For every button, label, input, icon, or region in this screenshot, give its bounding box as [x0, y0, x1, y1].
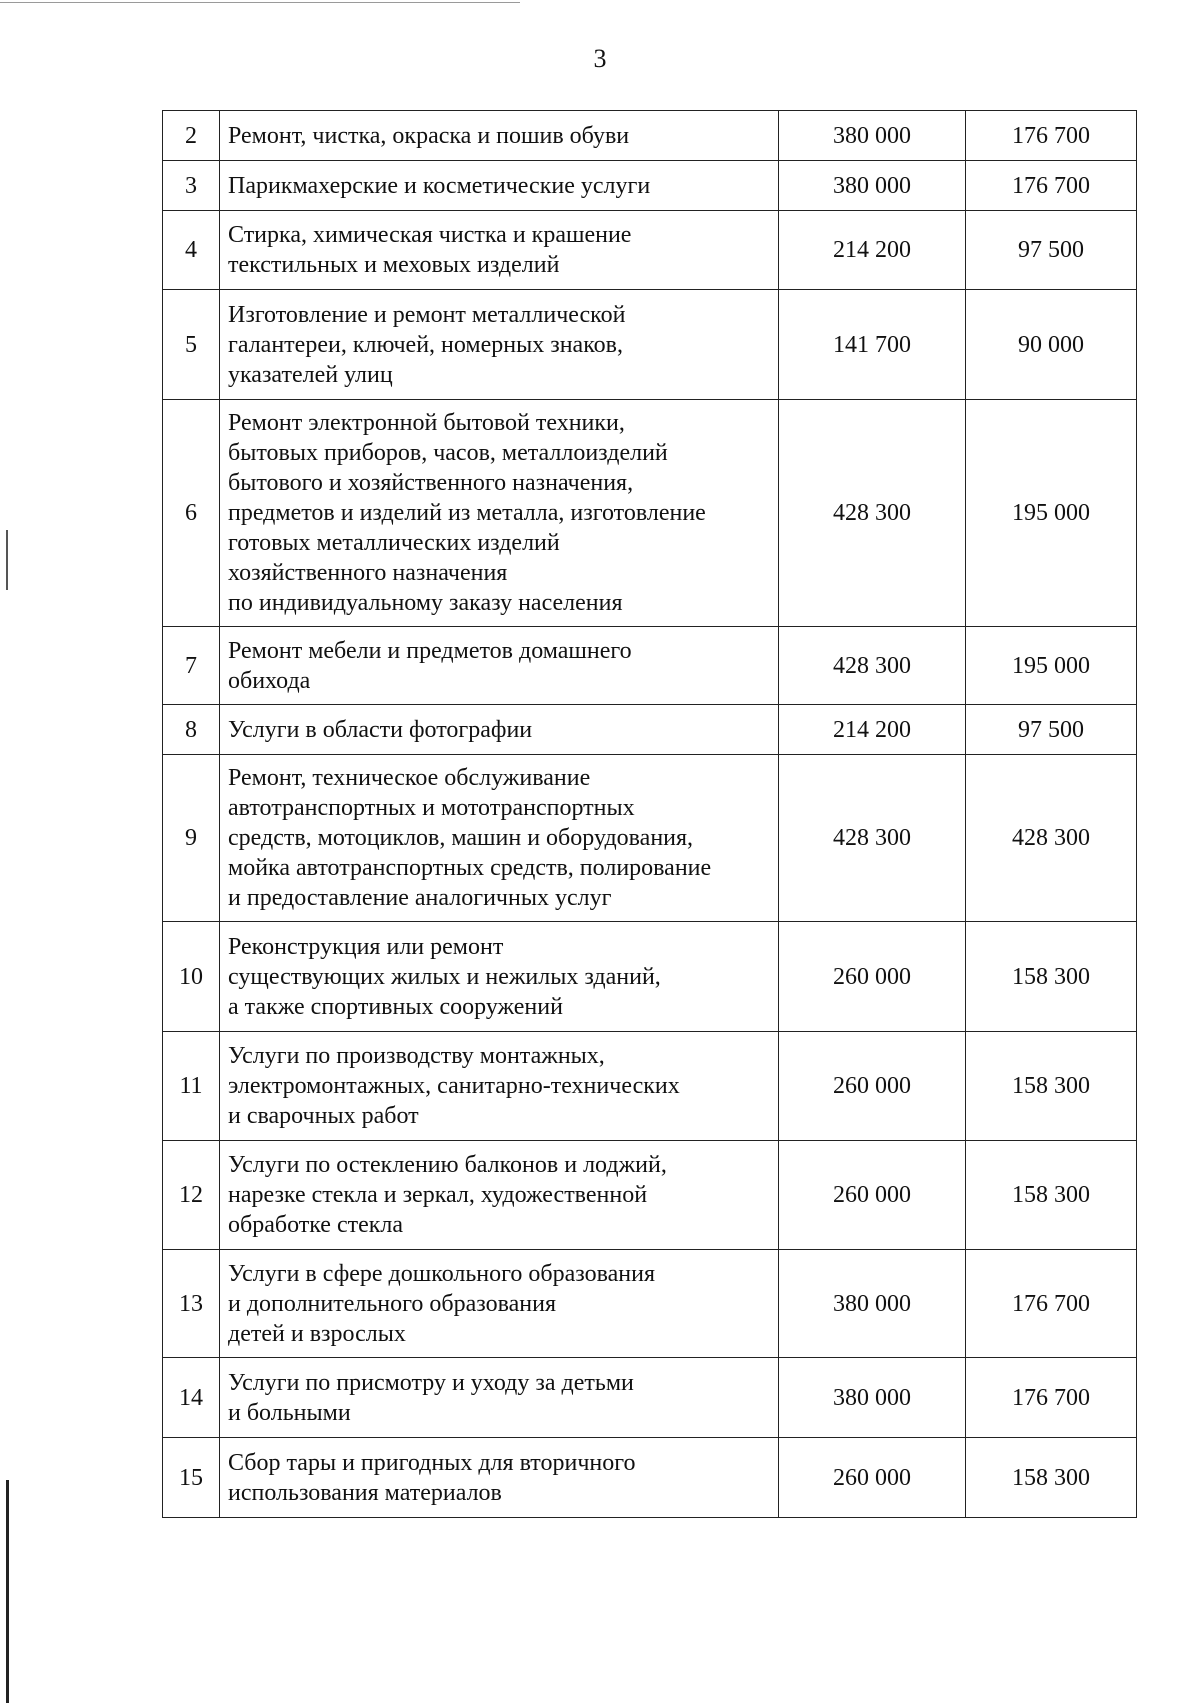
- amount-second: 97 500: [966, 211, 1137, 290]
- scan-artifact-left-edge: [6, 1480, 9, 1703]
- service-name: [220, 1141, 779, 1250]
- amount-first: 260 000: [779, 1032, 966, 1141]
- service-name-line: электромонтажных, санитарно-технических: [228, 1073, 680, 1099]
- service-name-line: мойка автотранспортных средств, полирование: [228, 855, 712, 881]
- service-name: [220, 627, 779, 705]
- amount-second: 90 000: [966, 290, 1137, 400]
- service-name-line: и предоставление аналогичных услуг: [228, 885, 612, 911]
- amount-first: 380 000: [779, 161, 966, 211]
- service-name-line: Услуги по производству монтажных,: [228, 1043, 605, 1069]
- row-number: 12: [163, 1141, 220, 1250]
- amount-first: 380 000: [779, 1358, 966, 1438]
- service-name-line: Сбор тары и пригодных для вторичного: [228, 1449, 636, 1476]
- service-name-line: средств, мотоциклов, машин и оборудования,: [228, 825, 694, 851]
- amount-first: 380 000: [779, 111, 966, 161]
- amount-second: 158 300: [966, 922, 1137, 1032]
- amount-second: 158 300: [966, 1438, 1137, 1518]
- service-name-line: бытовых приборов, часов, металлоизделий: [228, 440, 668, 466]
- amount-first: 428 300: [779, 627, 966, 705]
- service-name: [220, 705, 779, 755]
- service-name-line: Реконструкция или ремонт: [228, 933, 504, 960]
- service-name-line: нарезке стекла и зеркал, художественной: [228, 1182, 648, 1208]
- amount-first: 380 000: [779, 1250, 966, 1358]
- amount-first: 428 300: [779, 755, 966, 922]
- row-number: 14: [163, 1358, 220, 1438]
- amount-second: 195 000: [966, 400, 1137, 627]
- table-row: [163, 211, 1137, 290]
- services-table-body: [163, 111, 1137, 1518]
- service-name: [220, 1032, 779, 1141]
- service-name: [220, 1438, 779, 1518]
- table-row: [163, 922, 1137, 1032]
- service-name-line: обработке стекла: [228, 1212, 404, 1238]
- amount-second: 195 000: [966, 627, 1137, 705]
- service-name: [220, 290, 779, 400]
- table-row: [163, 1438, 1137, 1518]
- service-name-line: обихода: [228, 667, 311, 694]
- amount-second: 176 700: [966, 111, 1137, 161]
- service-name-line: Парикмахерские и косметические услуги: [228, 172, 651, 199]
- service-name-line: Ремонт, чистка, окраска и пошив обуви: [228, 122, 630, 149]
- service-name-line: предметов и изделий из металла, изготовление: [228, 500, 706, 526]
- table-row: [163, 705, 1137, 755]
- row-number: 10: [163, 922, 220, 1032]
- amount-second: 176 700: [966, 1250, 1137, 1358]
- service-name-line: Услуги в области фотографии: [228, 716, 533, 743]
- table-row: [163, 1358, 1137, 1438]
- row-number: 3: [163, 161, 220, 211]
- table-row: [163, 627, 1137, 705]
- service-name: [220, 161, 779, 211]
- row-number: 7: [163, 627, 220, 705]
- amount-second: 158 300: [966, 1032, 1137, 1141]
- amount-first: 260 000: [779, 1141, 966, 1250]
- service-name-line: а также спортивных сооружений: [228, 993, 563, 1020]
- amount-second: 158 300: [966, 1141, 1137, 1250]
- amount-second: 176 700: [966, 1358, 1137, 1438]
- service-name-line: Стирка, химическая чистка и крашение: [228, 222, 632, 248]
- service-name-line: указателей улиц: [228, 361, 393, 388]
- service-name-line: Изготовление и ремонт металлической: [228, 301, 626, 328]
- amount-first: 260 000: [779, 922, 966, 1032]
- amount-first: 260 000: [779, 1438, 966, 1518]
- page-number: 3: [593, 44, 607, 73]
- service-name-line: по индивидуальному заказу населения: [228, 590, 623, 616]
- scan-artifact-top-line: [0, 2, 520, 3]
- service-name-line: автотранспортных и мототранспортных: [228, 795, 635, 821]
- amount-second: 97 500: [966, 705, 1137, 755]
- service-name: [220, 755, 779, 922]
- service-name-line: Ремонт мебели и предметов домашнего: [228, 637, 632, 664]
- amount-first: 214 200: [779, 211, 966, 290]
- service-name-line: текстильных и меховых изделий: [228, 252, 560, 278]
- service-name-line: галантереи, ключей, номерных знаков,: [228, 331, 623, 358]
- scan-artifact-left-mark: [6, 530, 8, 590]
- service-name-line: и дополнительного образования: [228, 1290, 556, 1317]
- row-number: 2: [163, 111, 220, 161]
- service-name-line: использования материалов: [228, 1479, 502, 1506]
- service-name-line: и сварочных работ: [228, 1103, 419, 1129]
- row-number: 9: [163, 755, 220, 922]
- table-row: [163, 1032, 1137, 1141]
- row-number: 15: [163, 1438, 220, 1518]
- table-row: [163, 400, 1137, 627]
- amount-first: 214 200: [779, 705, 966, 755]
- service-name-line: Услуги в сфере дошкольного образования: [228, 1260, 655, 1287]
- amount-second: 176 700: [966, 161, 1137, 211]
- service-name: [220, 1358, 779, 1438]
- row-number: 13: [163, 1250, 220, 1358]
- service-name-line: Ремонт электронной бытовой техники,: [228, 410, 625, 436]
- service-name: [220, 922, 779, 1032]
- amount-first: 141 700: [779, 290, 966, 400]
- service-name-line: и больными: [228, 1399, 351, 1426]
- table-row: [163, 1141, 1137, 1250]
- row-number: 5: [163, 290, 220, 400]
- service-name-line: Услуги по остеклению балконов и лоджий,: [228, 1152, 667, 1178]
- table-row: [163, 161, 1137, 211]
- table-row: [163, 1250, 1137, 1358]
- service-name: [220, 211, 779, 290]
- amount-second: 428 300: [966, 755, 1137, 922]
- service-name-line: Ремонт, техническое обслуживание: [228, 765, 591, 791]
- table-row: [163, 111, 1137, 161]
- service-name: [220, 400, 779, 627]
- service-name-line: существующих жилых и нежилых зданий,: [228, 963, 661, 990]
- service-name-line: хозяйственного назначения: [228, 560, 508, 586]
- service-name-line: готовых металлических изделий: [228, 530, 560, 556]
- service-name-line: детей и взрослых: [228, 1320, 406, 1347]
- services-table: [162, 110, 1137, 1518]
- service-name-line: бытового и хозяйственного назначения,: [228, 470, 634, 496]
- row-number: 6: [163, 400, 220, 627]
- service-name-line: Услуги по присмотру и уходу за детьми: [228, 1369, 634, 1396]
- row-number: 4: [163, 211, 220, 290]
- service-name: [220, 111, 779, 161]
- service-name: [220, 1250, 779, 1358]
- row-number: 8: [163, 705, 220, 755]
- amount-first: 428 300: [779, 400, 966, 627]
- table-row: [163, 290, 1137, 400]
- table-row: [163, 755, 1137, 922]
- row-number: 11: [163, 1032, 220, 1141]
